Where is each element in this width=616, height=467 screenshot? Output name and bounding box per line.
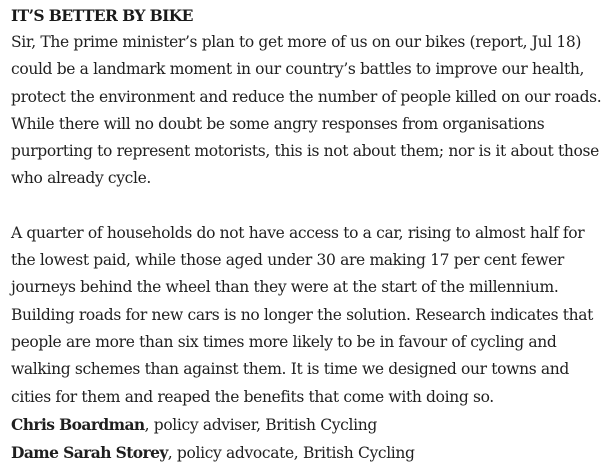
signature-line [11,439,611,467]
signatory-name: Chris Boardman [11,414,145,434]
signature-block [11,411,611,467]
signature-line [11,411,611,439]
letter-to-editor [11,3,611,467]
letter-paragraph-2: A quarter of households do not have access to a car, rising to almost half for the lowest paid, while those aged under 30 are making 17 per cent fewer journeys behind the wheel than they were at the start of the millennium. Building roads for new cars is no longer the solution. Research indicates that people are more than six times more likely to be in favour of cycling and walking schemes than against them. It is time we designed our towns and cities for them and reaped the benefits that come with doing so. [11,223,594,406]
letter-paragraph-1: Sir, The prime minister’s plan to get more of us on our bikes (report, Jul 18) could be a landmark moment in our country’s battles to improve our health, protect the environment and reduce the number of people killed on our roads. While there will no doubt be some angry responses from organisations purporting to represent motorists, this is not about them; nor is it about those who already cycle. [11,33,602,188]
signatory-name: Dame Sarah Storey [11,443,168,463]
letter-headline: IT’S BETTER BY BIKE [11,6,193,25]
signatory-role: , policy adviser, British Cycling [144,415,377,434]
signatory-role: , policy advocate, British Cycling [167,444,415,463]
